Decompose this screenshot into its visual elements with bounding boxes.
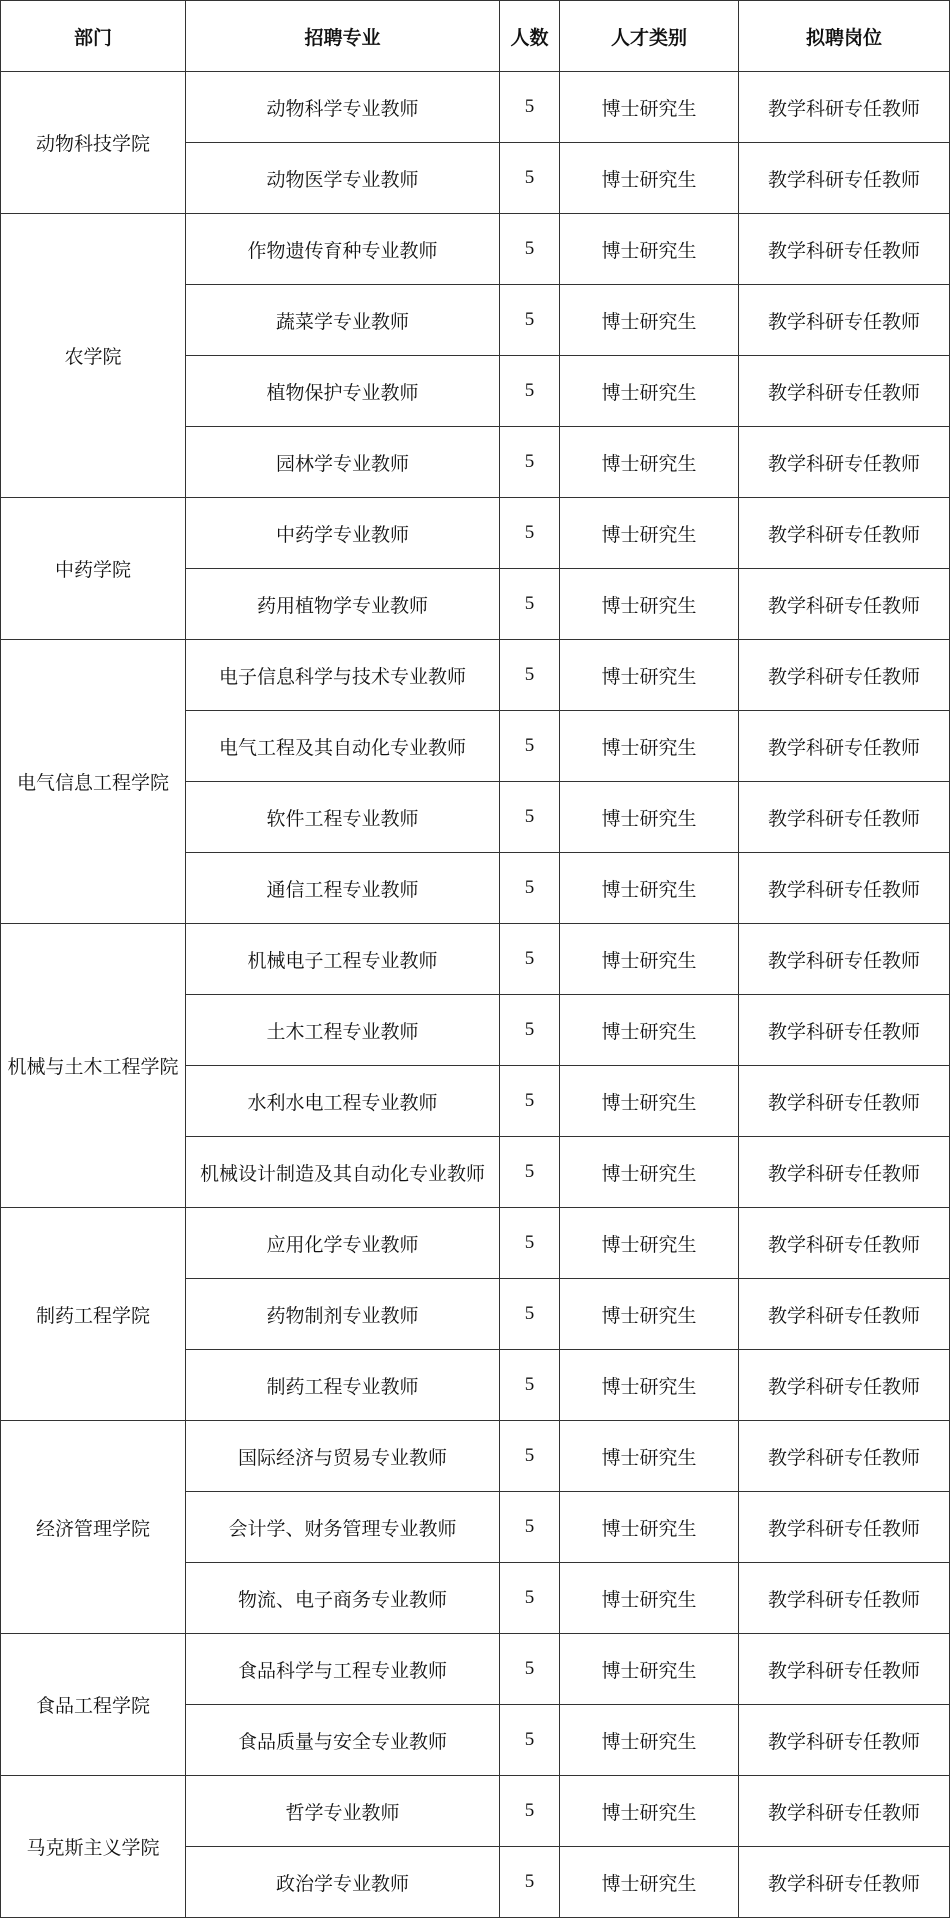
count-cell: 5 <box>500 1634 560 1705</box>
table-row <box>1 214 950 285</box>
count-cell: 5 <box>500 853 560 924</box>
major-cell: 通信工程专业教师 <box>186 853 500 924</box>
count-cell: 5 <box>500 285 560 356</box>
position-cell: 教学科研专任教师 <box>739 498 950 569</box>
header-position: 拟聘岗位 <box>739 1 950 72</box>
talent-type-cell: 博士研究生 <box>560 427 739 498</box>
major-cell: 应用化学专业教师 <box>186 1208 500 1279</box>
header-department: 部门 <box>1 1 186 72</box>
major-cell: 制药工程专业教师 <box>186 1350 500 1421</box>
count-cell: 5 <box>500 782 560 853</box>
talent-type-cell: 博士研究生 <box>560 1208 739 1279</box>
talent-type-cell: 博士研究生 <box>560 1066 739 1137</box>
talent-type-cell: 博士研究生 <box>560 285 739 356</box>
position-cell: 教学科研专任教师 <box>739 569 950 640</box>
major-cell: 物流、电子商务专业教师 <box>186 1563 500 1634</box>
department-cell: 动物科技学院 <box>1 72 186 214</box>
count-cell: 5 <box>500 72 560 143</box>
header-talent-type: 人才类别 <box>560 1 739 72</box>
position-cell: 教学科研专任教师 <box>739 285 950 356</box>
count-cell: 5 <box>500 1350 560 1421</box>
talent-type-cell: 博士研究生 <box>560 1563 739 1634</box>
major-cell: 药物制剂专业教师 <box>186 1279 500 1350</box>
major-cell: 食品科学与工程专业教师 <box>186 1634 500 1705</box>
count-cell: 5 <box>500 640 560 711</box>
table-row <box>1 498 950 569</box>
count-cell: 5 <box>500 1563 560 1634</box>
table-row <box>1 1421 950 1492</box>
table-row <box>1 1634 950 1705</box>
major-cell: 作物遗传育种专业教师 <box>186 214 500 285</box>
header-row <box>1 1 950 72</box>
talent-type-cell: 博士研究生 <box>560 853 739 924</box>
position-cell: 教学科研专任教师 <box>739 1563 950 1634</box>
talent-type-cell: 博士研究生 <box>560 72 739 143</box>
department-cell: 马克斯主义学院 <box>1 1776 186 1918</box>
header-major: 招聘专业 <box>186 1 500 72</box>
department-cell: 经济管理学院 <box>1 1421 186 1634</box>
table-row <box>1 1208 950 1279</box>
position-cell: 教学科研专任教师 <box>739 1634 950 1705</box>
department-cell: 食品工程学院 <box>1 1634 186 1776</box>
talent-type-cell: 博士研究生 <box>560 711 739 782</box>
talent-type-cell: 博士研究生 <box>560 1279 739 1350</box>
department-cell: 电气信息工程学院 <box>1 640 186 924</box>
table-body <box>1 72 950 1918</box>
talent-type-cell: 博士研究生 <box>560 782 739 853</box>
major-cell: 国际经济与贸易专业教师 <box>186 1421 500 1492</box>
talent-type-cell: 博士研究生 <box>560 1492 739 1563</box>
major-cell: 食品质量与安全专业教师 <box>186 1705 500 1776</box>
position-cell: 教学科研专任教师 <box>739 1492 950 1563</box>
major-cell: 哲学专业教师 <box>186 1776 500 1847</box>
department-cell: 机械与土木工程学院 <box>1 924 186 1208</box>
talent-type-cell: 博士研究生 <box>560 356 739 427</box>
position-cell: 教学科研专任教师 <box>739 1137 950 1208</box>
talent-type-cell: 博士研究生 <box>560 1776 739 1847</box>
position-cell: 教学科研专任教师 <box>739 1279 950 1350</box>
table-row <box>1 1776 950 1847</box>
count-cell: 5 <box>500 1421 560 1492</box>
count-cell: 5 <box>500 1492 560 1563</box>
talent-type-cell: 博士研究生 <box>560 995 739 1066</box>
major-cell: 电气工程及其自动化专业教师 <box>186 711 500 782</box>
major-cell: 机械设计制造及其自动化专业教师 <box>186 1137 500 1208</box>
position-cell: 教学科研专任教师 <box>739 853 950 924</box>
major-cell: 水利水电工程专业教师 <box>186 1066 500 1137</box>
major-cell: 动物科学专业教师 <box>186 72 500 143</box>
talent-type-cell: 博士研究生 <box>560 1705 739 1776</box>
major-cell: 蔬菜学专业教师 <box>186 285 500 356</box>
table-row <box>1 640 950 711</box>
department-cell: 农学院 <box>1 214 186 498</box>
position-cell: 教学科研专任教师 <box>739 1421 950 1492</box>
position-cell: 教学科研专任教师 <box>739 1705 950 1776</box>
position-cell: 教学科研专任教师 <box>739 356 950 427</box>
major-cell: 药用植物学专业教师 <box>186 569 500 640</box>
department-cell: 中药学院 <box>1 498 186 640</box>
department-cell: 制药工程学院 <box>1 1208 186 1421</box>
position-cell: 教学科研专任教师 <box>739 1776 950 1847</box>
talent-type-cell: 博士研究生 <box>560 1350 739 1421</box>
count-cell: 5 <box>500 924 560 995</box>
talent-type-cell: 博士研究生 <box>560 1847 739 1918</box>
position-cell: 教学科研专任教师 <box>739 924 950 995</box>
major-cell: 中药学专业教师 <box>186 498 500 569</box>
talent-type-cell: 博士研究生 <box>560 1421 739 1492</box>
position-cell: 教学科研专任教师 <box>739 427 950 498</box>
major-cell: 软件工程专业教师 <box>186 782 500 853</box>
talent-type-cell: 博士研究生 <box>560 1634 739 1705</box>
major-cell: 电子信息科学与技术专业教师 <box>186 640 500 711</box>
count-cell: 5 <box>500 143 560 214</box>
table-row <box>1 72 950 143</box>
count-cell: 5 <box>500 427 560 498</box>
table-header <box>1 1 950 72</box>
major-cell: 动物医学专业教师 <box>186 143 500 214</box>
position-cell: 教学科研专任教师 <box>739 640 950 711</box>
major-cell: 政治学专业教师 <box>186 1847 500 1918</box>
talent-type-cell: 博士研究生 <box>560 1137 739 1208</box>
count-cell: 5 <box>500 214 560 285</box>
major-cell: 土木工程专业教师 <box>186 995 500 1066</box>
count-cell: 5 <box>500 1705 560 1776</box>
position-cell: 教学科研专任教师 <box>739 1066 950 1137</box>
count-cell: 5 <box>500 711 560 782</box>
major-cell: 植物保护专业教师 <box>186 356 500 427</box>
major-cell: 会计学、财务管理专业教师 <box>186 1492 500 1563</box>
talent-type-cell: 博士研究生 <box>560 143 739 214</box>
position-cell: 教学科研专任教师 <box>739 143 950 214</box>
position-cell: 教学科研专任教师 <box>739 214 950 285</box>
position-cell: 教学科研专任教师 <box>739 711 950 782</box>
major-cell: 机械电子工程专业教师 <box>186 924 500 995</box>
talent-type-cell: 博士研究生 <box>560 214 739 285</box>
count-cell: 5 <box>500 1137 560 1208</box>
major-cell: 园林学专业教师 <box>186 427 500 498</box>
count-cell: 5 <box>500 1208 560 1279</box>
position-cell: 教学科研专任教师 <box>739 1350 950 1421</box>
count-cell: 5 <box>500 1066 560 1137</box>
talent-type-cell: 博士研究生 <box>560 498 739 569</box>
header-count: 人数 <box>500 1 560 72</box>
position-cell: 教学科研专任教师 <box>739 1847 950 1918</box>
table-row <box>1 924 950 995</box>
count-cell: 5 <box>500 356 560 427</box>
count-cell: 5 <box>500 1776 560 1847</box>
count-cell: 5 <box>500 1847 560 1918</box>
count-cell: 5 <box>500 995 560 1066</box>
talent-type-cell: 博士研究生 <box>560 924 739 995</box>
position-cell: 教学科研专任教师 <box>739 995 950 1066</box>
talent-type-cell: 博士研究生 <box>560 569 739 640</box>
count-cell: 5 <box>500 1279 560 1350</box>
position-cell: 教学科研专任教师 <box>739 72 950 143</box>
count-cell: 5 <box>500 498 560 569</box>
position-cell: 教学科研专任教师 <box>739 1208 950 1279</box>
talent-type-cell: 博士研究生 <box>560 640 739 711</box>
position-cell: 教学科研专任教师 <box>739 782 950 853</box>
count-cell: 5 <box>500 569 560 640</box>
